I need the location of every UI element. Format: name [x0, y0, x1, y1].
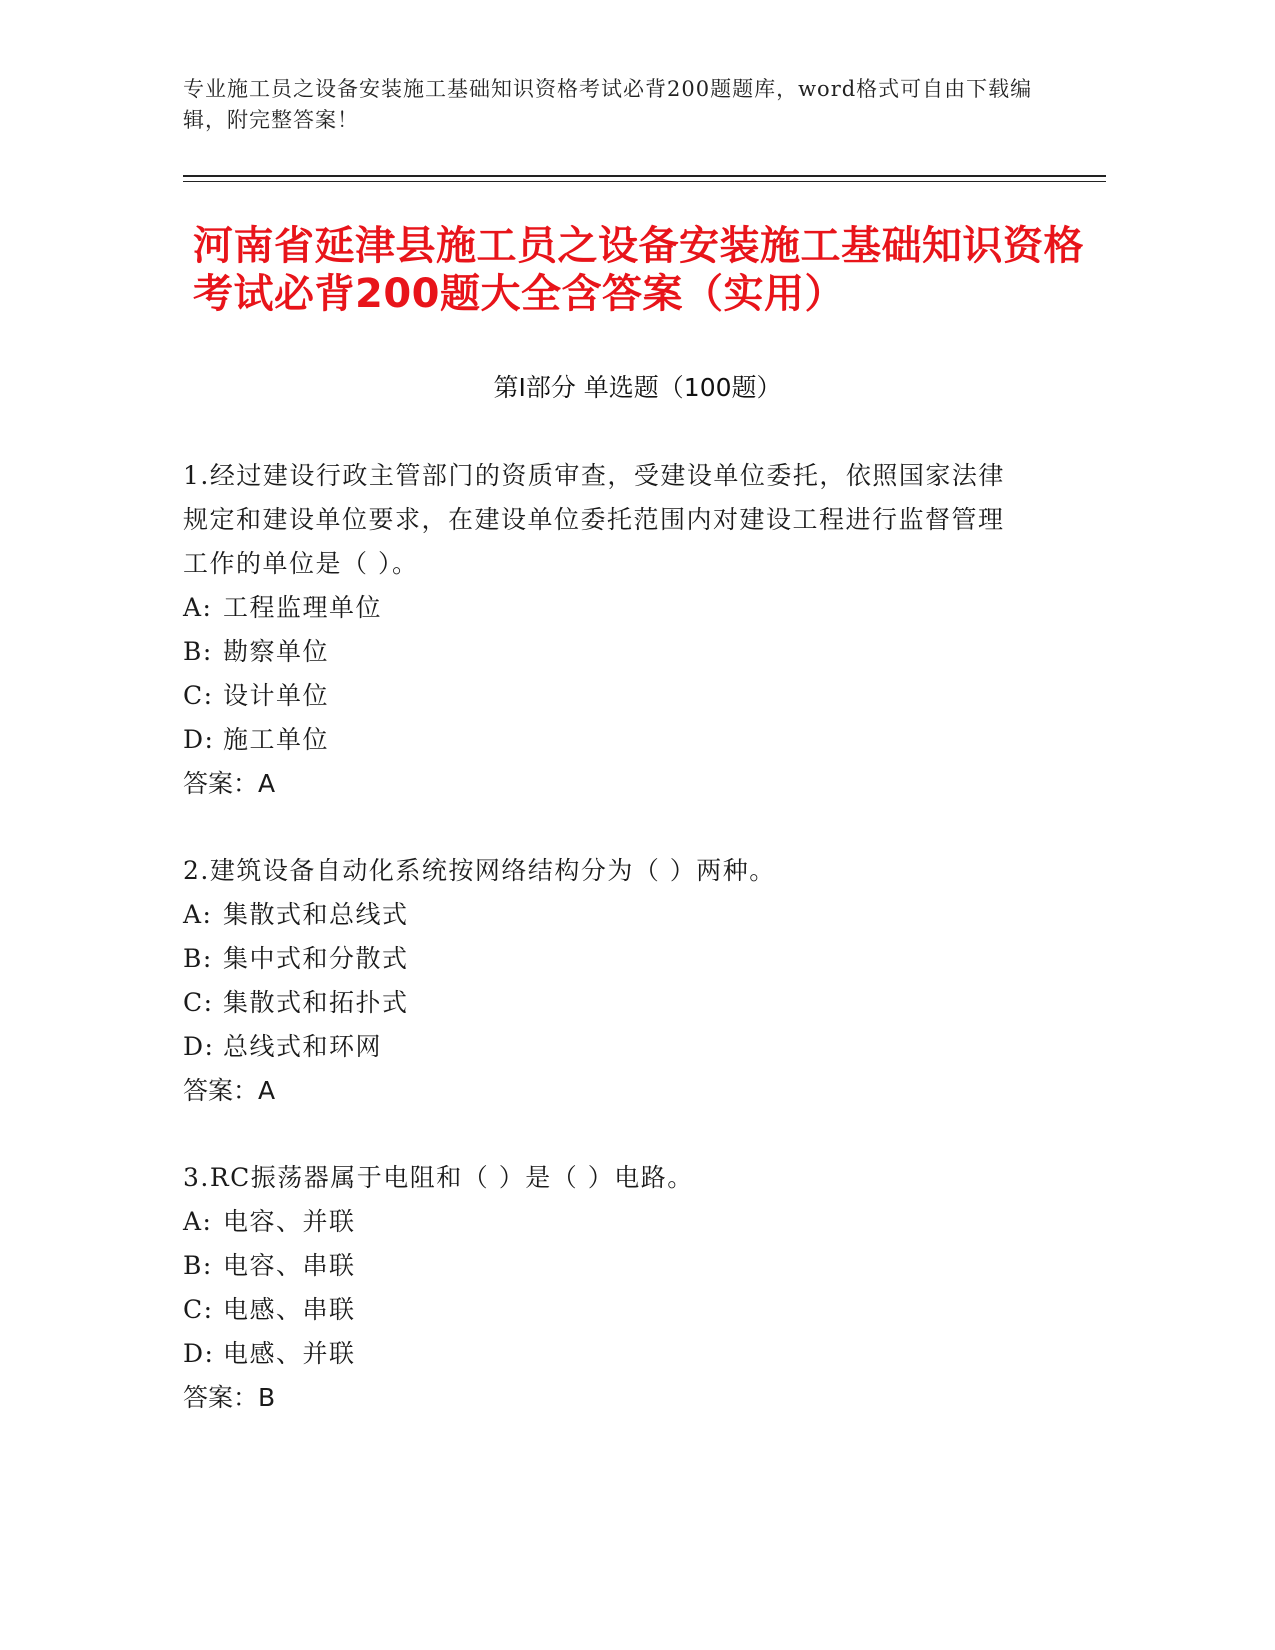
option-text: 集散式和拓扑式	[223, 988, 409, 1017]
header-note: 专业施工员之设备安装施工基础知识资格考试必背200题题库，word格式可自由下载编辑，附完整答案！	[183, 77, 1033, 132]
document-title: 河南省延津县施工员之设备安装施工基础知识资格考试必背200题大全含答案（实用）	[193, 223, 1084, 317]
option-d	[183, 1332, 1023, 1376]
option-text: 设计单位	[223, 681, 330, 710]
question-stem: 3.RC振荡器属于电阻和（ ）是（ ）电路。	[183, 1163, 694, 1192]
option-d	[183, 1025, 1023, 1069]
option-letter: C:	[183, 681, 214, 710]
option-letter: B:	[183, 1251, 213, 1280]
option-text: 集中式和分散式	[223, 944, 409, 973]
question-stem: 1.经过建设行政主管部门的资质审查，受建设单位委托，依照国家法律规定和建设单位要求，在建设单位委托范围内对建设工程进行监督管理工作的单位是（ ）。	[183, 461, 1005, 578]
option-c	[183, 674, 1023, 718]
answer-line: 答案：A	[183, 1076, 276, 1105]
answer-line: 答案：A	[183, 769, 276, 798]
option-letter: D:	[183, 1032, 215, 1061]
option-letter: D:	[183, 1339, 215, 1368]
option-text: 电容、串联	[223, 1251, 356, 1280]
question-stem: 2.建筑设备自动化系统按网络结构分为（ ）两种。	[183, 856, 776, 885]
question-list	[183, 454, 1023, 1463]
option-a	[183, 893, 1023, 937]
question-1	[183, 454, 1023, 806]
option-text: 总线式和环网	[223, 1032, 383, 1061]
header-divider-thin	[183, 181, 1106, 182]
option-text: 勘察单位	[223, 637, 330, 666]
option-text: 集散式和总线式	[223, 900, 409, 929]
answer-line: 答案：B	[183, 1383, 276, 1412]
option-letter: D:	[183, 725, 215, 754]
option-b	[183, 937, 1023, 981]
question-2	[183, 849, 1023, 1113]
option-text: 电感、串联	[223, 1295, 356, 1324]
option-letter: B:	[183, 637, 213, 666]
option-d	[183, 718, 1023, 762]
option-b	[183, 1244, 1023, 1288]
option-a	[183, 1200, 1023, 1244]
section-title: 第Ⅰ部分 单选题（100题）	[493, 373, 782, 402]
option-letter: A:	[183, 593, 213, 622]
option-c	[183, 981, 1023, 1025]
option-b	[183, 630, 1023, 674]
question-3	[183, 1156, 1023, 1420]
option-letter: A:	[183, 900, 213, 929]
option-a	[183, 586, 1023, 630]
option-letter: A:	[183, 1207, 213, 1236]
option-text: 施工单位	[223, 725, 330, 754]
option-text: 工程监理单位	[223, 593, 383, 622]
option-c	[183, 1288, 1023, 1332]
header-divider-thick	[183, 175, 1106, 177]
option-text: 电感、并联	[223, 1339, 356, 1368]
option-letter: C:	[183, 988, 214, 1017]
option-text: 电容、并联	[223, 1207, 356, 1236]
option-letter: C:	[183, 1295, 214, 1324]
option-letter: B:	[183, 944, 213, 973]
